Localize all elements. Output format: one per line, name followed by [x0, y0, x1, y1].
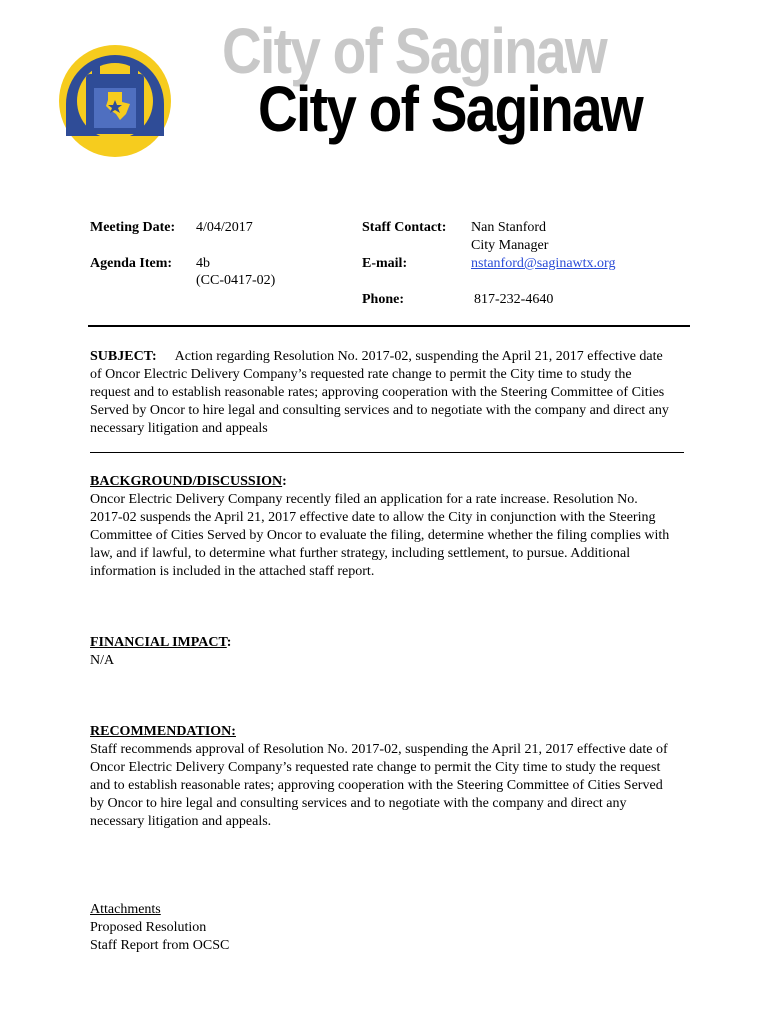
background-line: law, and if lawful, to determine what further strategy, including settlement, to pursue. Additional	[90, 546, 631, 561]
recommendation-section	[90, 723, 688, 831]
financial-heading: FINANCIAL IMPACT	[90, 635, 227, 650]
subject-line: of Oncor Electric Delivery Company’s requested rate change to permit the City time to study the	[90, 367, 632, 382]
recommendation-line: Staff recommends approval of Resolution No. 2017-02, suspending the April 21, 2017 effective date of	[90, 742, 668, 757]
attachment-item: Proposed Resolution	[90, 920, 207, 935]
background-line: information is included in the attached staff report.	[90, 564, 375, 579]
agenda-item-value: 4b	[196, 256, 210, 271]
header-divider	[88, 325, 690, 327]
city-seal-logo	[58, 44, 172, 158]
subject-label: SUBJECT:	[90, 349, 157, 364]
staff-contact-name: Nan Stanford	[471, 220, 547, 235]
phone-value: 817-232-4640	[474, 292, 554, 307]
phone-label: Phone:	[362, 292, 404, 307]
background-line: 2017-02 suspends the April 21, 2017 effective date to allow the City in conjunction with the Steering	[90, 510, 656, 525]
page-title-shadow: City of Saginaw	[222, 15, 606, 87]
staff-contact-title: City Manager	[471, 238, 549, 253]
recommendation-line: necessary litigation and appeals.	[90, 814, 272, 829]
subject-line: necessary litigation and appeals	[90, 421, 268, 436]
agenda-item-label: Agenda Item:	[90, 256, 173, 271]
page-title: City of Saginaw	[258, 73, 642, 145]
subject-divider	[90, 452, 684, 453]
subject-line: request and to establish reasonable rates; approving cooperation with the Steering Committee of Cities	[90, 385, 665, 400]
subject-line: Served by Oncor to hire legal and consulting services and to negotiate with the company and direct any	[90, 403, 669, 418]
background-section: BACKGROUND/DISCUSSION: Oncor Electric Delivery Company recently filed an application for a rate increase. Resolution No. 2017-02 suspends the April 21, 2017 effective date to allow the City in conjunction with the Steering Committee of Cities Served by Oncor to evaluate the filing, determine whether the filing complies with law, and if lawful, to determine what further strategy, including settlement, to pursue. Additional information is included in the attached staff report.	[90, 473, 688, 581]
subject-section	[90, 348, 688, 438]
attachments-heading: Attachments	[90, 902, 161, 917]
background-line: Oncor Electric Delivery Company recently filed an application for a rate increase. Resolution No.	[90, 492, 638, 507]
recommendation-line: and to establish reasonable rates; approving cooperation with the Steering Committee of Cities Served	[90, 778, 663, 793]
recommendation-line: Oncor Electric Delivery Company’s requested rate change to permit the City time to study the request	[90, 760, 661, 775]
financial-value: N/A	[90, 653, 115, 668]
email-link[interactable]: nstanford@saginawtx.org	[471, 256, 616, 271]
background-heading: BACKGROUND/DISCUSSION	[90, 474, 283, 489]
subject-line: Action regarding Resolution No. 2017-02, suspending the April 21, 2017 effective date	[174, 349, 663, 364]
attachment-item: Staff Report from OCSC	[90, 938, 230, 953]
meeting-date-value: 4/04/2017	[196, 220, 253, 235]
attachments-section	[90, 901, 688, 955]
staff-contact-label: Staff Contact:	[362, 220, 447, 235]
meeting-date-label: Meeting Date:	[90, 220, 176, 235]
recommendation-heading: RECOMMENDATION:	[90, 724, 236, 739]
background-line: Committee of Cities Served by Oncor to evaluate the filing, determine whether the filing complies with	[90, 528, 670, 543]
agenda-item-code: (CC-0417-02)	[196, 273, 276, 288]
financial-section: FINANCIAL IMPACT: N/A	[90, 634, 688, 670]
email-label: E-mail:	[362, 256, 408, 271]
recommendation-line: by Oncor to hire legal and consulting services and to negotiate with the company and direct any	[90, 796, 627, 811]
